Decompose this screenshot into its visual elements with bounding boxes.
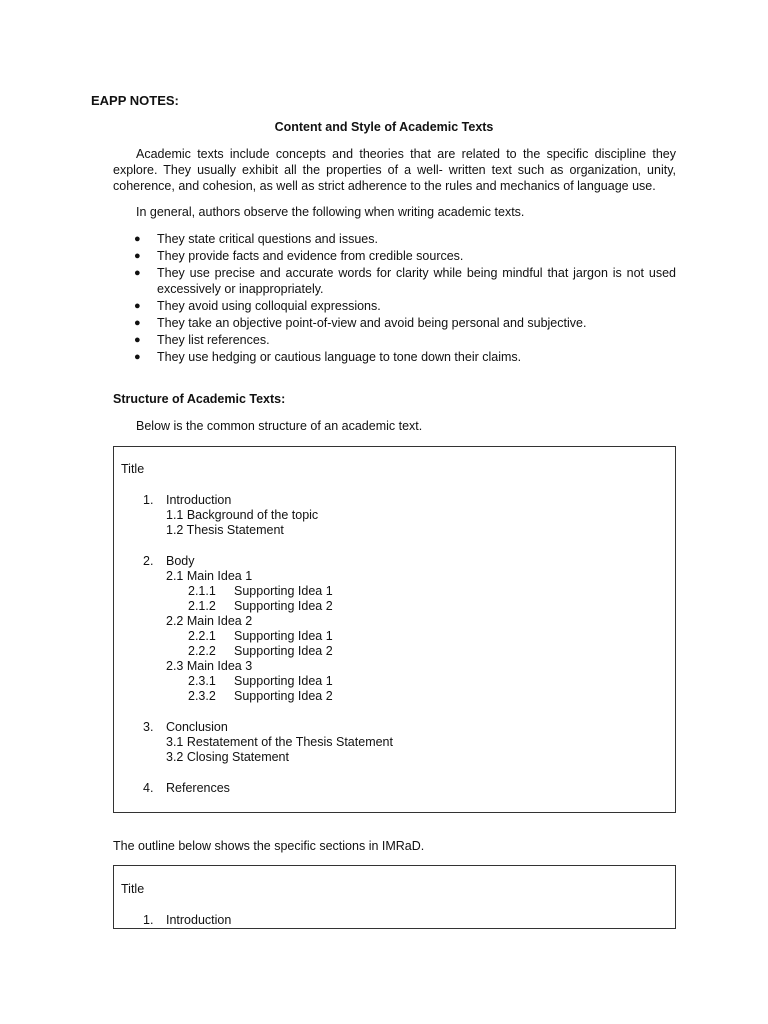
- bullet-icon: ●: [134, 266, 141, 279]
- outline-item: 2.3 Main Idea 3: [166, 659, 253, 673]
- outline-references: References: [166, 781, 230, 795]
- structure-intro: Below is the common structure of an academic text.: [136, 419, 423, 433]
- outline-subitem: Supporting Idea 2: [234, 689, 333, 703]
- section-title-structure: Structure of Academic Texts:: [113, 392, 286, 406]
- bullet-list: [113, 231, 676, 365]
- section-title-content-style: Content and Style of Academic Texts: [274, 120, 494, 134]
- notes-title: EAPP NOTES:: [91, 93, 179, 108]
- outline-item: 2.2 Main Idea 2: [166, 614, 253, 628]
- outline-num: 1.: [143, 493, 154, 507]
- outline-num: 1.: [143, 913, 154, 927]
- list-item: ● They avoid using colloquial expressions.: [134, 299, 381, 314]
- list-item: ● They take an objective point-of-view and avoid being personal and subjective.: [134, 315, 587, 330]
- outline-num: 4.: [143, 781, 154, 795]
- outline-subitem: Supporting Idea 1: [234, 584, 333, 598]
- outline-item: 1.1 Background of the topic: [166, 508, 319, 522]
- outline-subnum: 2.1.1: [188, 584, 216, 598]
- outline-introduction: Introduction: [166, 913, 232, 927]
- outline-subitem: Supporting Idea 1: [234, 629, 333, 643]
- outline-subnum: 2.3.1: [188, 674, 216, 688]
- outline-subnum: 2.2.1: [188, 629, 216, 643]
- bullet-icon: ●: [134, 233, 141, 245]
- bullet-icon: ●: [134, 300, 141, 313]
- imrad-intro: The outline below shows the specific sections in IMRaD.: [113, 839, 425, 853]
- list-item: ● They list references.: [134, 332, 270, 347]
- list-item: ● They provide facts and evidence from credible sources.: [134, 248, 464, 263]
- outline-subnum: 2.1.2: [188, 599, 216, 613]
- list-item: ● They use hedging or cautious language to tone down their claims.: [134, 349, 522, 364]
- outline-title: Title: [121, 462, 145, 476]
- outline-subitem: Supporting Idea 2: [234, 644, 333, 658]
- paragraph-general: In general, authors observe the following when writing academic texts.: [136, 205, 525, 219]
- outline-subitem: Supporting Idea 1: [234, 674, 333, 688]
- outline-subnum: 2.2.2: [188, 644, 216, 658]
- outline-num: 3.: [143, 720, 154, 734]
- outline-body: Body: [166, 554, 195, 568]
- list-item: ● They use precise and accurate words for clarity while being mindful that jargon is not used excessively or inappropriately.: [134, 265, 676, 297]
- outline-item: 3.1 Restatement of the Thesis Statement: [166, 735, 393, 749]
- outline-introduction: Introduction: [166, 493, 232, 507]
- outline-num: 2.: [143, 554, 154, 568]
- outline-item: 3.2 Closing Statement: [166, 750, 289, 764]
- bullet-icon: ●: [134, 249, 141, 262]
- outline-item: 1.2 Thesis Statement: [166, 523, 284, 537]
- bullet-icon: ●: [134, 316, 141, 329]
- outline-box-imrad: [113, 865, 676, 929]
- outline-title: Title: [121, 882, 145, 896]
- outline-conclusion: Conclusion: [166, 720, 228, 734]
- outline-subnum: 2.3.2: [188, 689, 216, 703]
- bullet-icon: ●: [134, 333, 141, 346]
- list-item: ● They state critical questions and issues.: [134, 232, 378, 246]
- outline-subitem: Supporting Idea 2: [234, 599, 333, 613]
- outline-item: 2.1 Main Idea 1: [166, 569, 253, 583]
- outline-box-structure: [113, 446, 676, 813]
- bullet-icon: ●: [134, 350, 141, 363]
- paragraph-academic-texts: Academic texts include concepts and theories that are related to the specific discipline they explore. They usually exhibit all the properties of a well- written text such as organization, unity, coherence, and cohesion, as well as strict adherence to the rules and mechanics of language use.: [113, 147, 676, 193]
